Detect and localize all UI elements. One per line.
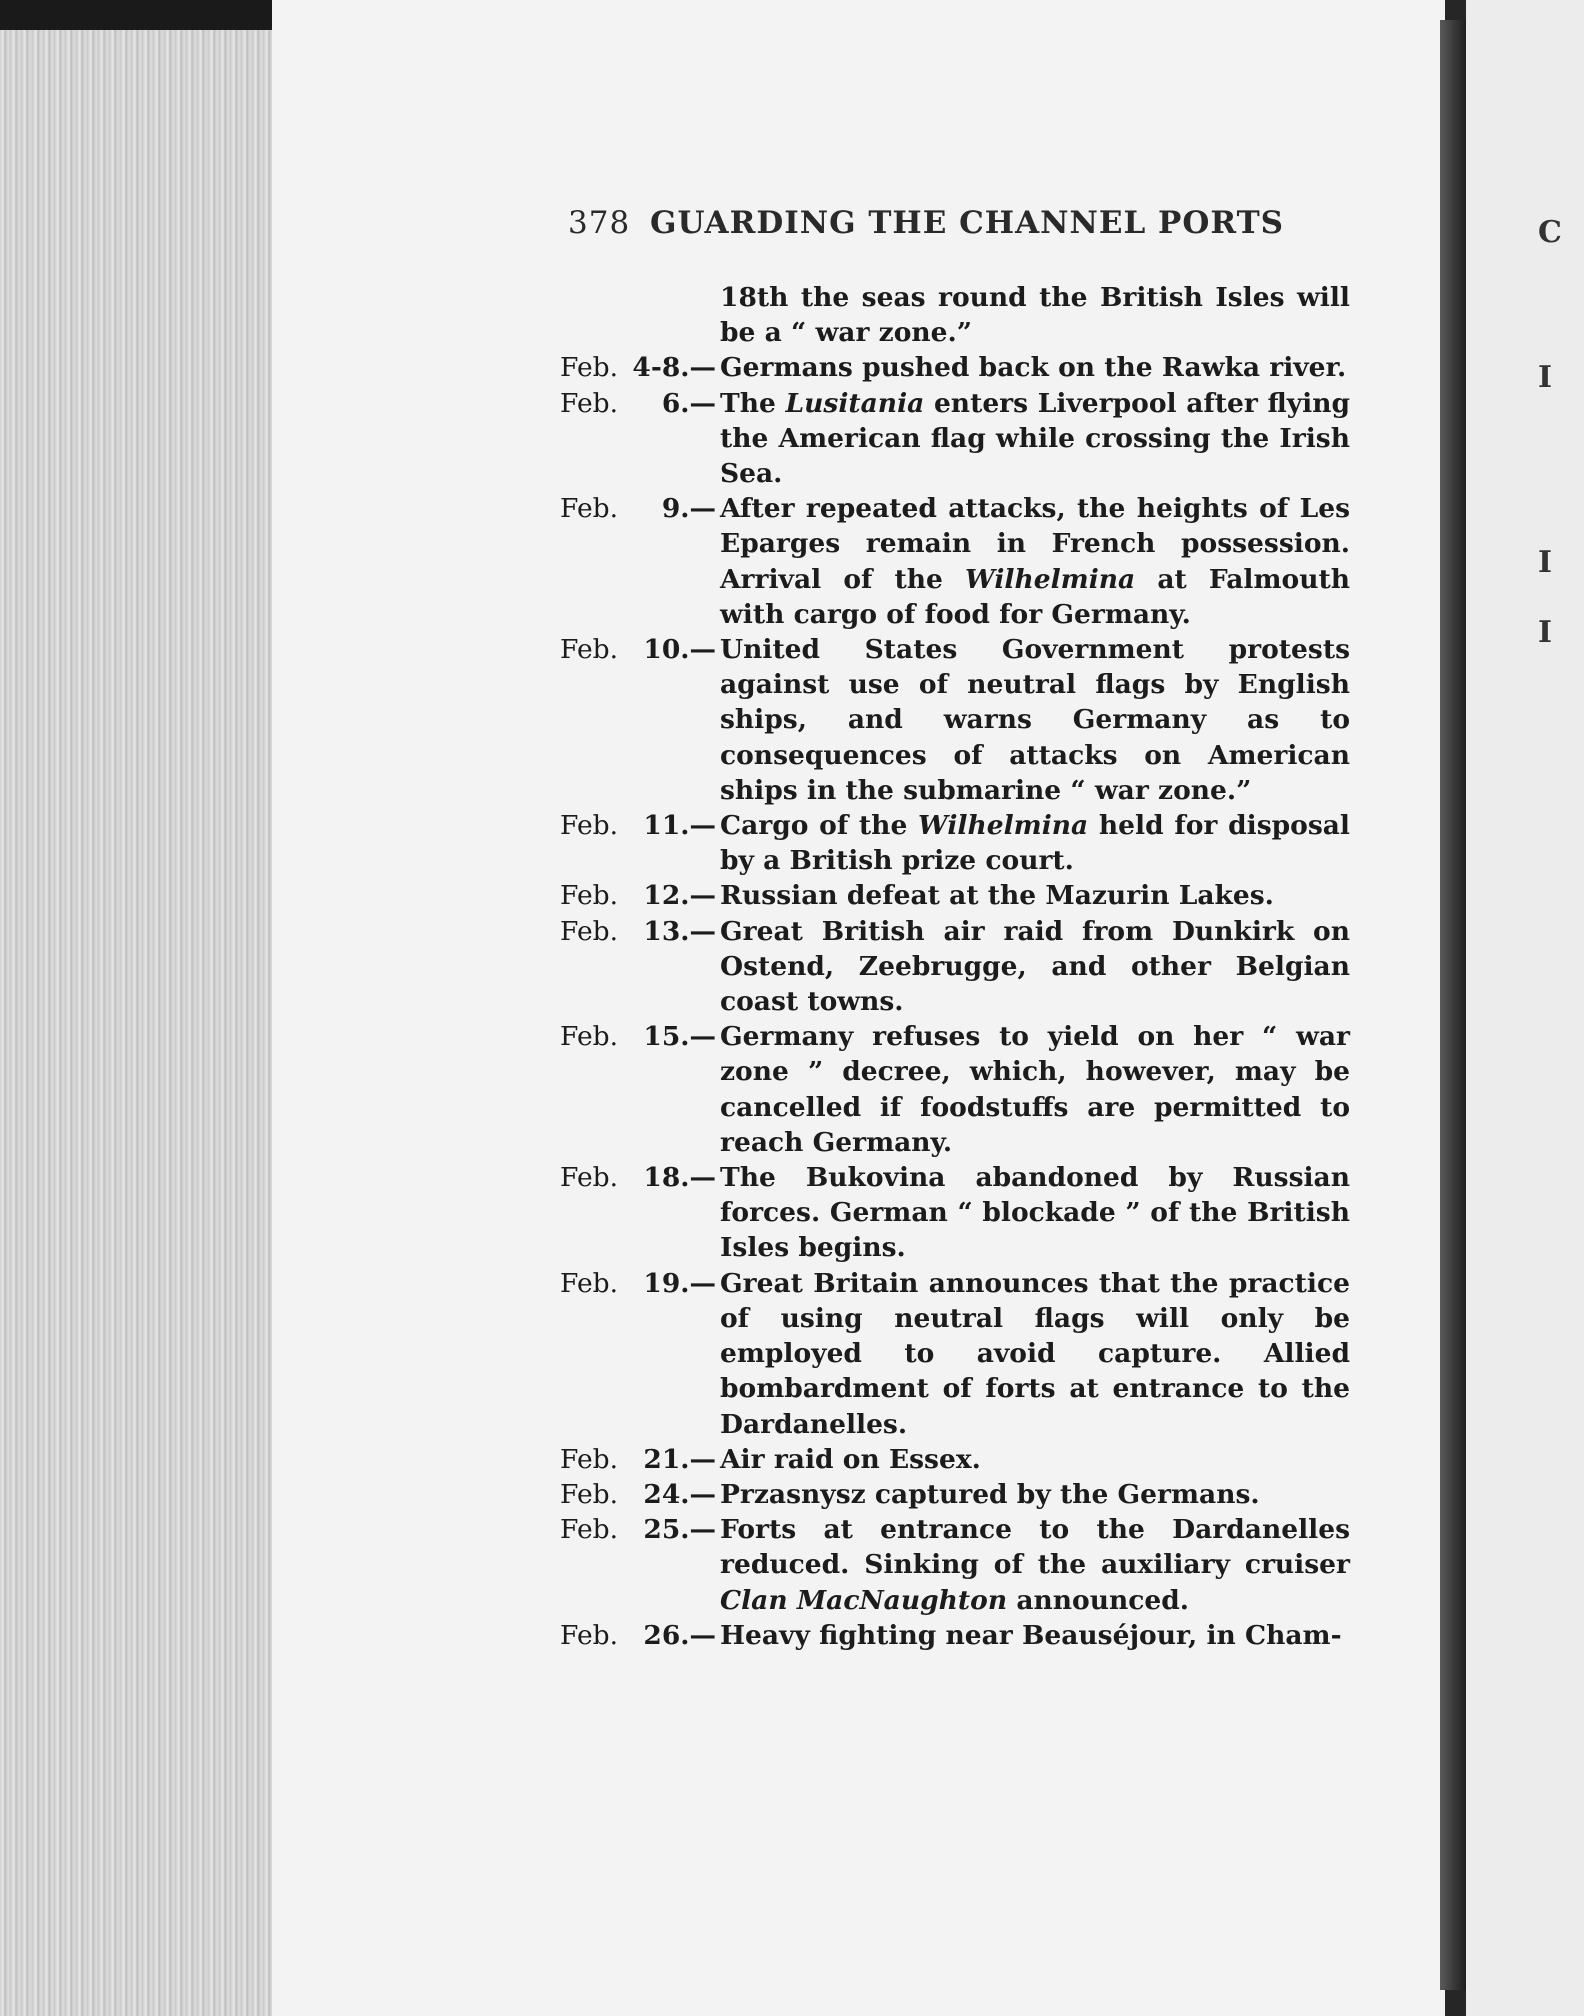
entry-text-part: Germans pushed back on the Rawka river. xyxy=(720,352,1347,384)
chronology-entry xyxy=(560,350,1350,385)
entry-month: Feb. xyxy=(560,880,619,912)
entry-month: Feb. xyxy=(560,1619,619,1651)
continuation-entry xyxy=(560,280,1350,350)
entry-day: 25.— xyxy=(643,1514,716,1546)
entry-month: Feb. xyxy=(560,1478,619,1510)
entry-text-part: Forts at entrance to the Dardanelles reduced. Sinking of the auxiliary cruiser xyxy=(720,1514,1350,1581)
entry-month: Feb. xyxy=(560,1443,619,1475)
entry-text-italic: Wilhelmina xyxy=(918,810,1089,842)
chronology-entry xyxy=(560,1512,1350,1618)
entry-month: Feb. xyxy=(560,634,619,666)
entry-month: Feb. xyxy=(560,915,619,947)
entry-day: 10.— xyxy=(643,634,716,666)
entry-text-part: Russian defeat at the Mazurin Lakes. xyxy=(720,880,1274,912)
entry-text xyxy=(720,1019,1350,1160)
entry-text-part: Germany refuses to yield on her “ war zone ” decree, which, however, may be cancelled if foodstuffs are permitted to reach Germany. xyxy=(720,1021,1350,1158)
entry-month: Feb. xyxy=(560,1162,619,1194)
entry-text xyxy=(720,1618,1350,1653)
entry-month: Feb. xyxy=(560,1267,619,1299)
entry-month: Feb. xyxy=(560,352,619,384)
entry-month: Feb. xyxy=(560,387,619,419)
entry-month: Feb. xyxy=(560,493,619,525)
entry-text-part: Heavy fighting near Beauséjour, in Cham- xyxy=(720,1619,1342,1651)
chronology-entry xyxy=(560,914,1350,1020)
entry-text xyxy=(720,1266,1350,1442)
entry-month: Feb. xyxy=(560,1514,619,1546)
chronology-entry xyxy=(560,1442,1350,1477)
facing-page-fragment: I xyxy=(1538,545,1553,580)
entry-list xyxy=(560,350,1350,1653)
chronology-list xyxy=(560,280,1350,1653)
entry-text-part: announced. xyxy=(1007,1584,1189,1616)
chronology-entry xyxy=(560,632,1350,808)
entry-text xyxy=(720,632,1350,808)
entry-day: 9.— xyxy=(661,493,716,525)
entry-text xyxy=(720,808,1350,878)
entry-text-part: Przasnysz captured by the Germans. xyxy=(720,1478,1260,1510)
entry-month: Feb. xyxy=(560,810,619,842)
entry-day: 15.— xyxy=(643,1021,716,1053)
entry-text-part: Great Britain announces that the practice of using neutral flags will only be employed to avoid capture. Allied bombardment of forts at entrance to the Dardanelles. xyxy=(720,1267,1350,1440)
entry-text-part: Air raid on Essex. xyxy=(720,1443,981,1475)
entry-text xyxy=(720,1512,1350,1618)
entry-text: 18th the seas round the British Isles will be a “ war zone.” xyxy=(720,282,1350,349)
entry-text-part: After repeated attacks, the heights of Les Eparges remain in French possession. Arrival of the xyxy=(720,493,1350,595)
entry-day: 11.— xyxy=(643,810,716,842)
entry-text xyxy=(720,914,1350,1020)
entry-text xyxy=(720,386,1350,492)
book-page-edges xyxy=(0,0,275,2016)
chronology-entry xyxy=(560,386,1350,492)
chronology-entry xyxy=(560,1618,1350,1653)
entry-day: 19.— xyxy=(643,1267,716,1299)
entry-text xyxy=(720,1160,1350,1266)
facing-page-fragment: I xyxy=(1538,615,1553,650)
chronology-entry xyxy=(560,1019,1350,1160)
entry-text-part: at Falmouth with cargo of food for Germany. xyxy=(720,563,1350,630)
chronology-entry xyxy=(560,808,1350,878)
entry-day: 6.— xyxy=(661,387,716,419)
running-title: GUARDING THE CHANNEL PORTS xyxy=(650,205,1285,241)
entry-day: 4-8.— xyxy=(632,352,716,384)
entry-text-part: United States Government protests against use of neutral flags by English ships, and warns Germany as to consequences of attacks on American ships in the submarine “ war zone.” xyxy=(720,634,1350,806)
entry-text-part: Great British air raid from Dunkirk on Ostend, Zeebrugge, and other Belgian coast towns. xyxy=(720,915,1350,1018)
page-number: 378 xyxy=(568,205,631,241)
facing-page xyxy=(1466,0,1584,2016)
book-cover-top xyxy=(0,0,275,30)
chronology-entry xyxy=(560,878,1350,913)
entry-text-part: The xyxy=(720,387,786,419)
entry-text xyxy=(720,1442,1350,1477)
book-gutter xyxy=(1440,20,1466,1990)
entry-text-italic: Wilhelmina xyxy=(965,563,1136,595)
entry-day: 12.— xyxy=(643,880,716,912)
entry-text xyxy=(720,350,1350,385)
entry-text xyxy=(720,1477,1350,1512)
chronology-entry xyxy=(560,1160,1350,1266)
entry-month: Feb. xyxy=(560,1021,619,1053)
entry-day: 13.— xyxy=(643,915,716,947)
entry-day: 21.— xyxy=(643,1443,716,1475)
chronology-entry xyxy=(560,491,1350,632)
entry-text-part: The Bukovina abandoned by Russian forces. German “ blockade ” of the British Isles begins. xyxy=(720,1162,1350,1264)
chronology-entry xyxy=(560,1266,1350,1442)
entry-text xyxy=(720,878,1350,913)
facing-page-fragment: C xyxy=(1538,215,1562,250)
entry-text-part: enters Liverpool after flying the American flag while crossing the Irish Sea. xyxy=(720,387,1351,490)
running-head xyxy=(568,205,1288,245)
facing-page-fragment: I xyxy=(1538,360,1553,395)
entry-day: 24.— xyxy=(643,1478,716,1510)
entry-text-part: held for disposal by a British prize court. xyxy=(720,810,1350,877)
entry-text xyxy=(720,491,1350,632)
entry-text-part: Cargo of the xyxy=(720,810,919,842)
entry-text-italic: Lusitania xyxy=(785,387,925,419)
chronology-entry xyxy=(560,1477,1350,1512)
entry-day: 26.— xyxy=(643,1619,716,1651)
entry-day: 18.— xyxy=(643,1162,716,1194)
entry-text-italic: Clan MacNaughton xyxy=(720,1584,1008,1616)
